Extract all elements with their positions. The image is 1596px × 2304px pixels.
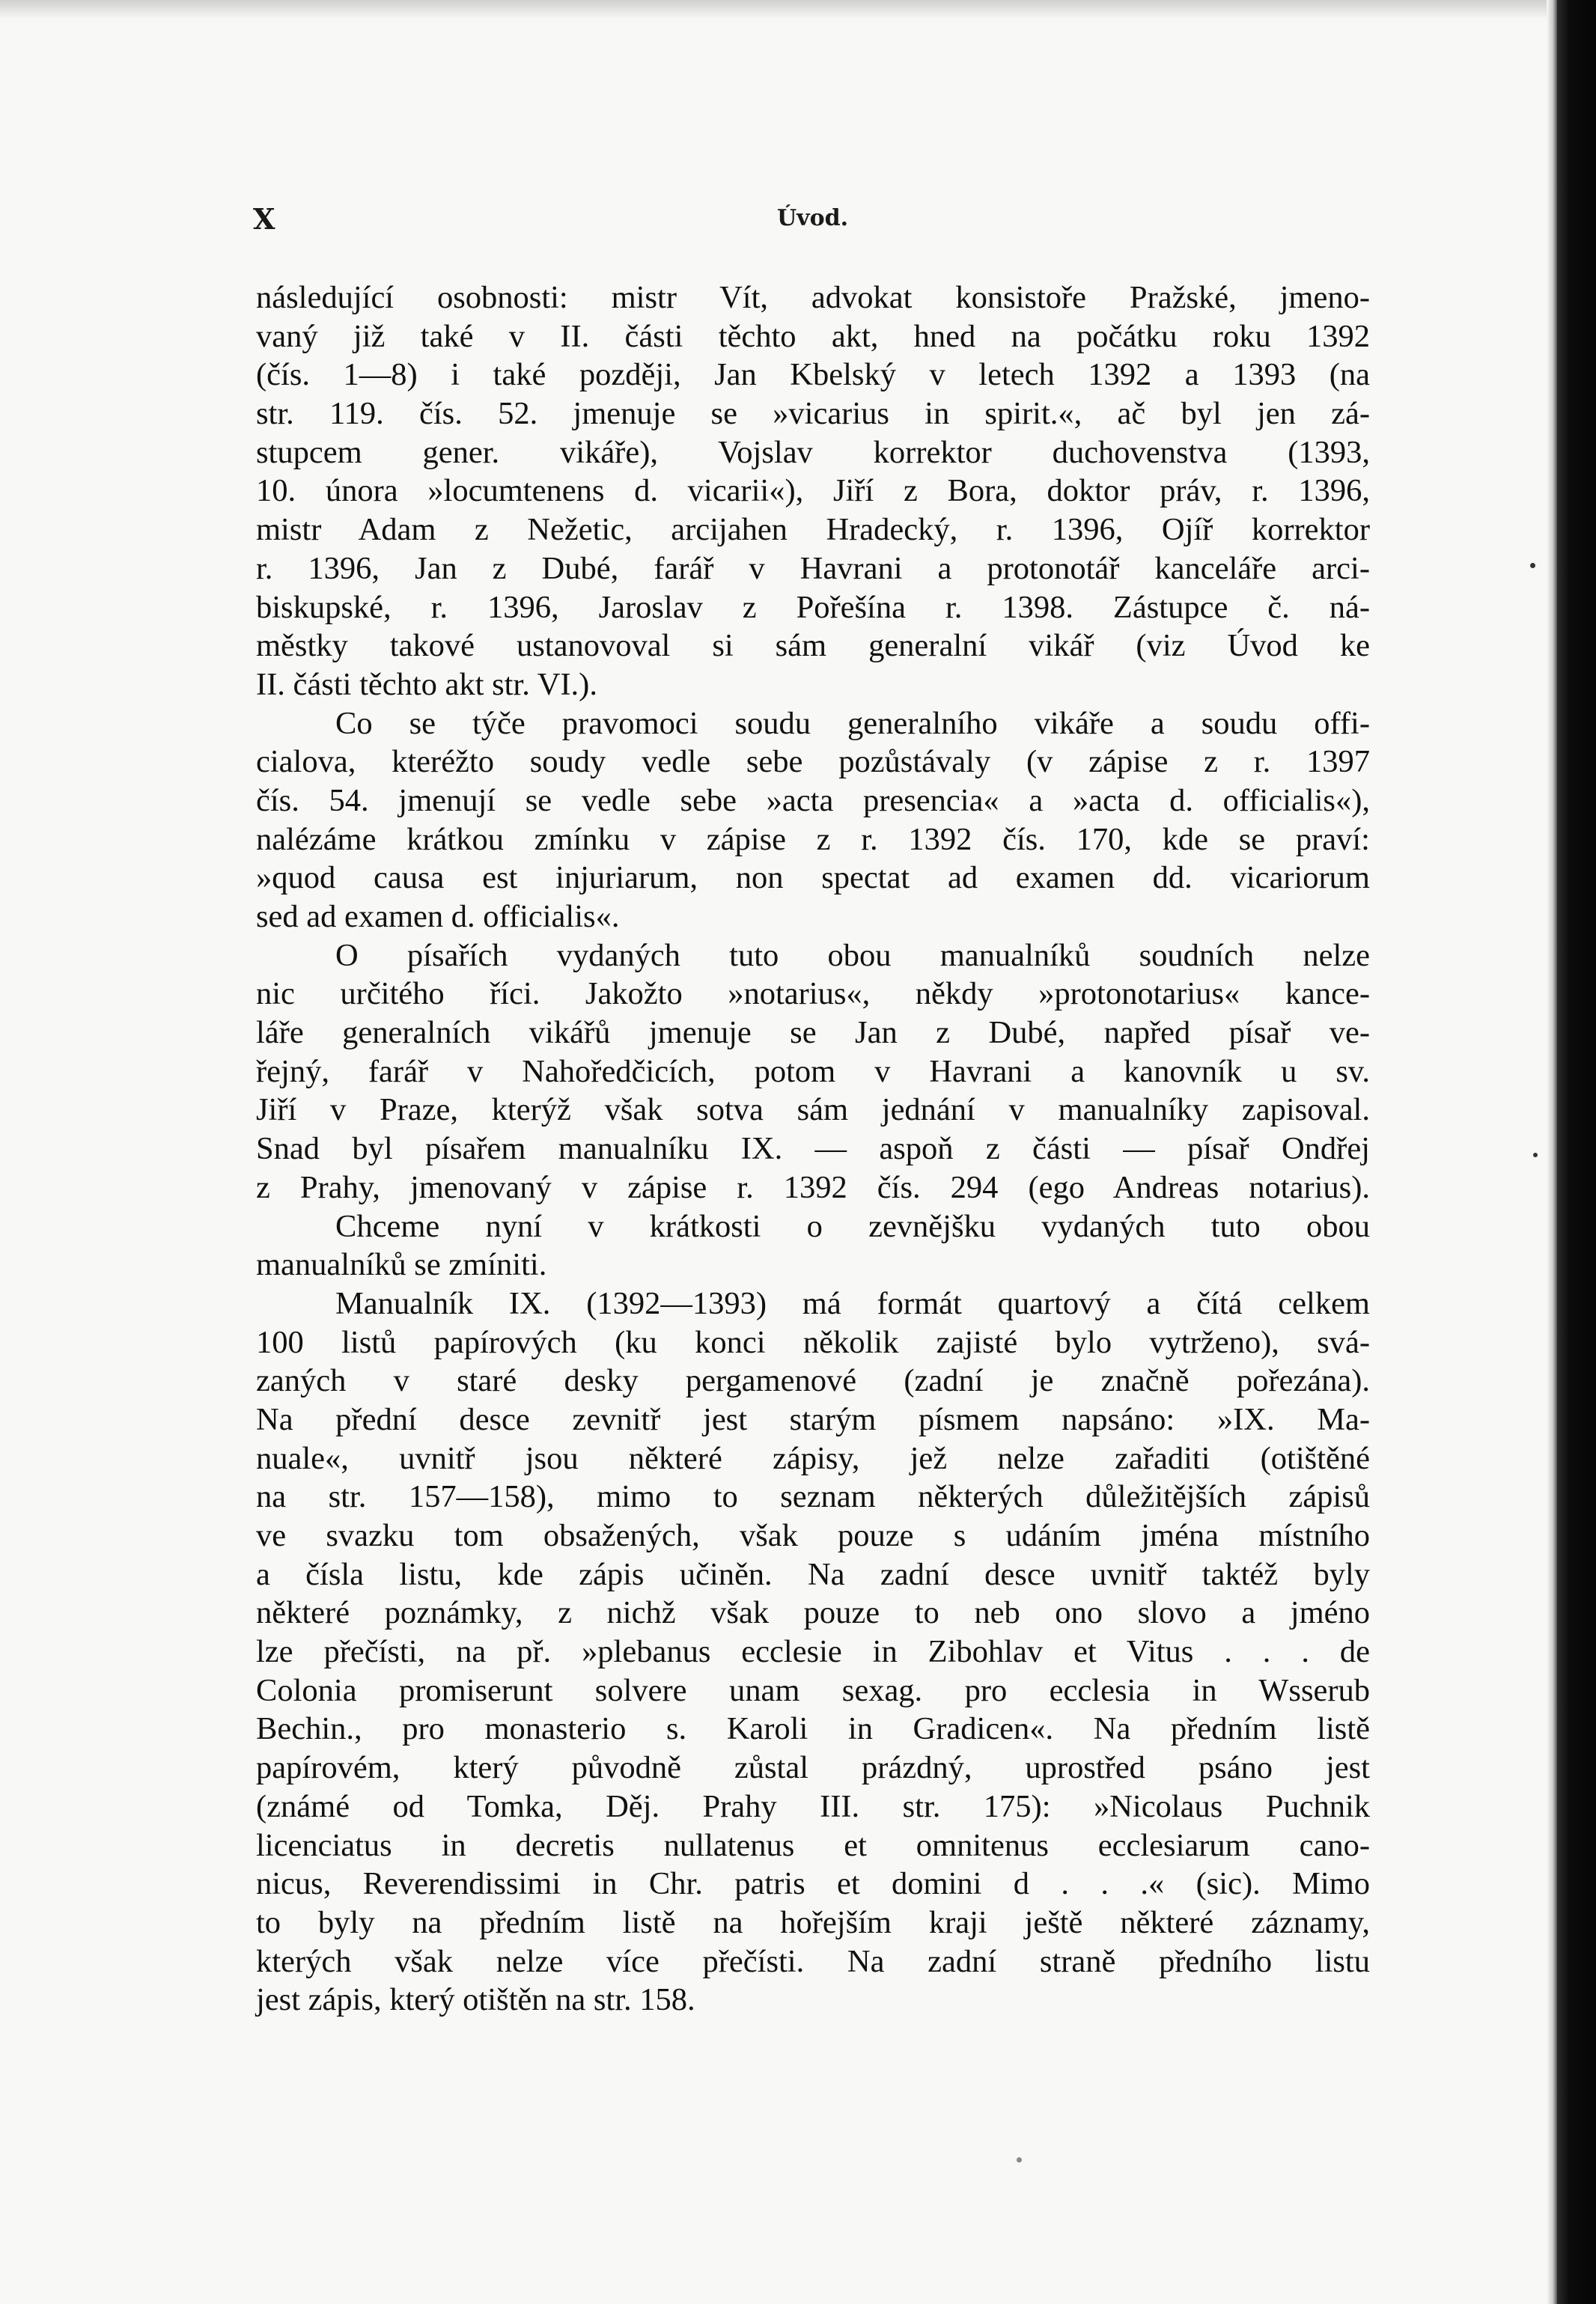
- text-line: cialova, kteréžto soudy vedle sebe pozůstávaly (v zápise z r. 1397: [256, 744, 1370, 780]
- text-line: nuale«, uvnitř jsou některé zápisy, jež nelze zařaditi (otištěné: [256, 1440, 1370, 1476]
- scan-speck: [1533, 1153, 1538, 1157]
- text-line: na str. 157—158), mimo to seznam některých důležitějších zápisů: [256, 1479, 1370, 1515]
- text-line: (čís. 1—8) i také později, Jan Kbelský v letech 1392 a 1393 (na: [256, 357, 1370, 393]
- text-line: následující osobnosti: mistr Vít, advokat konsistoře Pražské, jmeno-: [256, 280, 1370, 315]
- text-line: lze přečísti, na př. »plebanus ecclesie in Zibohlav et Vitus . . . de: [256, 1634, 1370, 1670]
- running-head: [253, 202, 1376, 241]
- scan-edge-gradient: [1547, 0, 1557, 2304]
- text-line: z Prahy, jmenovaný v zápise r. 1392 čís. 294 (ego Andreas notarius).: [256, 1169, 1370, 1205]
- text-line: Colonia promiserunt solvere unam sexag. pro ecclesia in Wsserub: [256, 1672, 1370, 1708]
- text-line: r. 1396, Jan z Dubé, farář v Havrani a protonotář kanceláře arci-: [256, 550, 1370, 586]
- text-line: kterých však nelze více přečísti. Na zadní straně předního listu: [256, 1943, 1370, 1979]
- text-line: Snad byl písařem manualníku IX. — aspoň z části — písař Ondřej: [256, 1131, 1370, 1167]
- text-line: 10. února »locumtenens d. vicarii«), Jiří z Bora, doktor práv, r. 1396,: [256, 473, 1370, 509]
- text-line: ve svazku tom obsažených, však pouze s udáním jména místního: [256, 1518, 1370, 1553]
- text-line: nicus, Reverendissimi in Chr. patris et domini d . . .« (sic). Mimo: [256, 1866, 1370, 1902]
- text-line: nic určitého říci. Jakožto »notarius«, někdy »protonotarius« kance-: [256, 976, 1370, 1012]
- paragraph-start-line: Manualník IX. (1392—1393) má formát quartový a čítá celkem: [335, 1285, 1370, 1321]
- scan-top-shadow: [0, 0, 1557, 19]
- text-line: str. 119. čís. 52. jmenuje se »vicarius in spirit.«, ač byl jen zá-: [256, 396, 1370, 432]
- text-line: manualníků se zmíniti.: [256, 1247, 547, 1283]
- text-line: »quod causa est injuriarum, non spectat ad examen dd. vicariorum: [256, 860, 1370, 896]
- text-line: a čísla listu, kde zápis učiněn. Na zadní desce uvnitř taktéž byly: [256, 1556, 1370, 1592]
- text-line: papírovém, který původně zůstal prázdný, uprostřed psáno jest: [256, 1750, 1370, 1786]
- paragraph-start-line: Chceme nyní v krátkosti o zevnějšku vydaných tuto obou: [335, 1208, 1370, 1244]
- text-line: jest zápis, který otištěn na str. 158.: [256, 1982, 695, 2018]
- text-line: řejný, farář v Nahoředčicích, potom v Havrani a kanovník u sv.: [256, 1053, 1370, 1089]
- text-line: čís. 54. jmenují se vedle sebe »acta presencia« a »acta d. officialis«),: [256, 782, 1370, 818]
- scan-border: [1557, 0, 1596, 2304]
- text-line: městky takové ustanovoval si sám generalní vikář (viz Úvod ke: [256, 628, 1370, 664]
- text-line: biskupské, r. 1396, Jaroslav z Pořešína r. 1398. Zástupce č. ná-: [256, 589, 1370, 625]
- body-text: [256, 278, 1370, 2020]
- text-line: 100 listů papírových (ku konci několik zajisté bylo vytrženo), svá-: [256, 1324, 1370, 1360]
- text-line: to byly na předním listě na hořejším kraji ještě některé záznamy,: [256, 1904, 1370, 1940]
- text-line: Bechin., pro monasterio s. Karoli in Gradicen«. Na předním listě: [256, 1711, 1370, 1747]
- text-line: (známé od Tomka, Děj. Prahy III. str. 175): »Nicolaus Puchnik: [256, 1788, 1370, 1824]
- text-line: vaný již také v II. části těchto akt, hned na počátku roku 1392: [256, 318, 1370, 354]
- scan-speck: [1530, 563, 1535, 568]
- paragraph-start-line: O písařích vydaných tuto obou manualníků soudních nelze: [335, 937, 1370, 973]
- text-line: II. části těchto akt str. VI.).: [256, 666, 597, 702]
- text-line: některé poznámky, z nichž však pouze to neb ono slovo a jméno: [256, 1595, 1370, 1631]
- text-line: nalézáme krátkou zmínku v zápise z r. 1392 čís. 170, kde se praví:: [256, 821, 1370, 857]
- running-head-title: Úvod.: [777, 205, 849, 231]
- text-line: Na přední desce zevnitř jest starým písmem napsáno: »IX. Ma-: [256, 1401, 1370, 1437]
- scan-speck: [1017, 2157, 1022, 2163]
- text-line: láře generalních vikářů jmenuje se Jan z Dubé, napřed písař ve-: [256, 1015, 1370, 1051]
- text-line: stupcem gener. vikáře), Vojslav korrektor duchovenstva (1393,: [256, 434, 1370, 470]
- text-line: sed ad examen d. officialis«.: [256, 899, 620, 934]
- text-line: mistr Adam z Nežetic, arcijahen Hradecký, r. 1396, Ojíř korrektor: [256, 512, 1370, 548]
- page-number: X: [253, 202, 276, 236]
- paragraph-start-line: Co se týče pravomoci soudu generalního vikáře a soudu offi-: [335, 705, 1370, 741]
- text-line: Jiří v Praze, kterýž však sotva sám jednání v manualníky zapisoval.: [256, 1092, 1370, 1128]
- text-line: licenciatus in decretis nullatenus et omnitenus ecclesiarum cano-: [256, 1827, 1370, 1863]
- text-line: zaných v staré desky pergamenové (zadní je značně pořezána).: [256, 1363, 1370, 1399]
